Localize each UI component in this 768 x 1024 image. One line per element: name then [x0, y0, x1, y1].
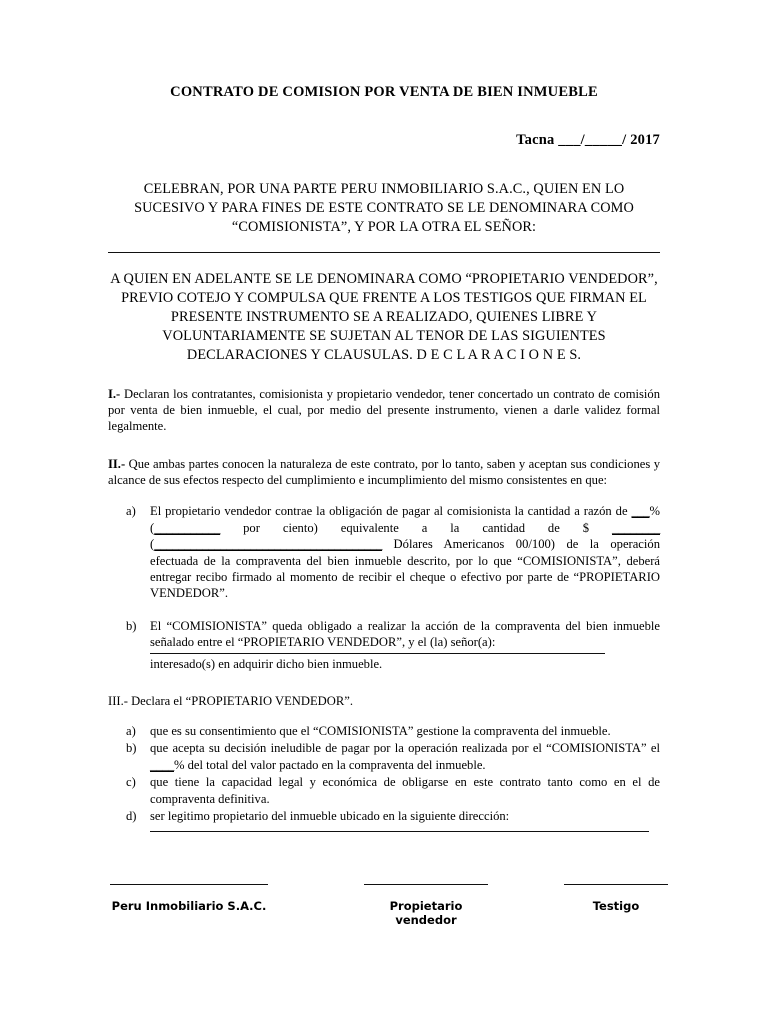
- list-item-iii-c-letter: c): [126, 775, 136, 790]
- list-item-iii-d-text: ser legitimo propietario del inmueble ubicado en la siguiente dirección:: [150, 808, 510, 823]
- blank-amount-words-field[interactable]: ______________________________________: [154, 537, 383, 552]
- clause-i: [108, 386, 660, 435]
- intro-paragraph-1: CELEBRAN, POR UNA PARTE PERU INMOBILIARIO S.A.C., QUIEN EN LO SUCESIVO Y PARA FINES DE ESTE CONTRATO SE LE DENOMINARA COMO “COMISIONISTA”, Y POR LA OTRA EL SEÑOR:: [134, 181, 634, 236]
- signature-blank-rule-parties: [108, 252, 660, 253]
- blank-buyer-name-rule[interactable]: [150, 653, 605, 654]
- list-item-iii-c: [108, 774, 660, 807]
- list-item-iii-a: [108, 723, 660, 739]
- list-item-b-text: El “COMISIONISTA” queda obligado a realizar la acción de la compraventa del bien inmueble señalado entre el “PROPIETARIO VENDEDOR”, y el (la) señor(a):: [150, 618, 660, 649]
- clause-iii-marker: III.-: [108, 693, 128, 708]
- list-item-a-text-4: (: [150, 537, 155, 552]
- list-item-a-text-1: El propietario vendedor contrae la obligación de pagar al comisionista la cantidad a razón de: [150, 504, 632, 519]
- clause-ii-list: [108, 503, 660, 672]
- signature-label-commissioner: Peru Inmobiliario S.A.C.: [111, 899, 267, 913]
- signature-label-witness: Testigo: [592, 899, 640, 913]
- list-item-iii-a-letter: a): [126, 724, 136, 739]
- blank-commission-percent-field[interactable]: ____: [150, 757, 174, 772]
- clause-iii-list: [108, 723, 660, 832]
- signature-block: [108, 884, 668, 944]
- list-item-iii-b: [108, 740, 660, 773]
- date-line: Tacna ___/_____/ 2017: [516, 132, 660, 149]
- list-item-a-text-3: por ciento) equivalente a la cantidad de $: [220, 520, 613, 535]
- signature-witness: [564, 884, 668, 913]
- list-item-iii-b-letter: b): [126, 741, 137, 756]
- list-item-iii-b-text-2: % del total del valor pactado en la compraventa del inmueble.: [174, 757, 486, 772]
- list-item-iii-c-text: que tiene la capacidad legal y económica de obligarse en este contrato tanto como en el de compraventa definitiva.: [150, 775, 660, 806]
- document-content: [108, 0, 660, 834]
- list-item-iii-d: [108, 808, 660, 832]
- blank-address-rule[interactable]: [150, 831, 649, 832]
- clause-iii: [108, 693, 660, 709]
- list-item-b: [108, 618, 660, 673]
- list-item-iii-d-letter: d): [126, 808, 137, 823]
- signature-line-owner[interactable]: [364, 884, 488, 885]
- list-item-a: [108, 503, 660, 601]
- list-item-iii-a-text: que es su consentimiento que el “COMISIONISTA” gestione la compraventa del inmueble.: [150, 724, 611, 739]
- signature-line-witness[interactable]: [564, 884, 668, 885]
- signature-owner: [364, 884, 488, 927]
- list-item-iii-b-text-1: que acepta su decisión ineludible de pagar por la operación realizada por el “COMISIONISTA” el: [150, 741, 660, 756]
- list-item-b-letter: b): [126, 618, 137, 633]
- signature-label-owner: Propietario vendedor: [389, 899, 463, 927]
- clause-i-text: Declaran los contratantes, comisionista y propietario vendedor, tener concertado un contrato de comisión por venta de bien inmueble, el cual, por medio del presente instrumento, vienen a darle validez formal legalmente.: [108, 386, 660, 434]
- list-item-b-tail: interesado(s) en adquirir dicho bien inmueble.: [150, 657, 383, 672]
- intro-paragraph-2: A QUIEN EN ADELANTE SE LE DENOMINARA COMO “PROPIETARIO VENDEDOR”, PREVIO COTEJO Y COMPULSA QUE FRENTE A LOS TESTIGOS QUE FIRMAN EL PRESENTE INSTRUMENTO SE A REALIZADO, QUIENES LIBRE Y VOLUNTARIAMENTE SE SUJETAN AL TENOR DE LAS SIGUIENTES DECLARACIONES Y CLAUSULAS. D E C L A R A C I O N E S.: [110, 270, 658, 363]
- list-item-a-text-2: % (: [150, 504, 660, 535]
- signature-line-commissioner[interactable]: [110, 884, 268, 885]
- list-item-a-text-5: Dólares Americanos 00/100) de la operación efectuada de la compraventa del bien inmueble descrito, por lo que “COMISIONISTA”, deberá entregar recibo firmado al momento de recibir el cheque o efectivo por parte de “PROPIETARIO VENDEDOR”.: [150, 537, 660, 601]
- clause-i-marker: I.-: [108, 386, 121, 401]
- clause-iii-text: Declara el “PROPIETARIO VENDEDOR”.: [127, 693, 353, 708]
- clause-ii: [108, 456, 660, 489]
- clause-ii-marker: II.-: [108, 456, 126, 471]
- blank-percent-words-field[interactable]: ___________: [154, 520, 221, 535]
- clause-ii-text: Que ambas partes conocen la naturaleza de este contrato, por lo tanto, saben y aceptan sus condiciones y alcance de sus efectos respecto del cumplimiento e incumplimiento del mismo consistentes en que:: [108, 456, 660, 488]
- signature-commissioner: [110, 884, 268, 913]
- page-title: CONTRATO DE COMISION POR VENTA DE BIEN INMUEBLE: [170, 84, 598, 100]
- blank-amount-field[interactable]: ________: [612, 520, 660, 535]
- blank-percent-field[interactable]: ___: [631, 504, 650, 519]
- list-item-a-letter: a): [126, 504, 136, 519]
